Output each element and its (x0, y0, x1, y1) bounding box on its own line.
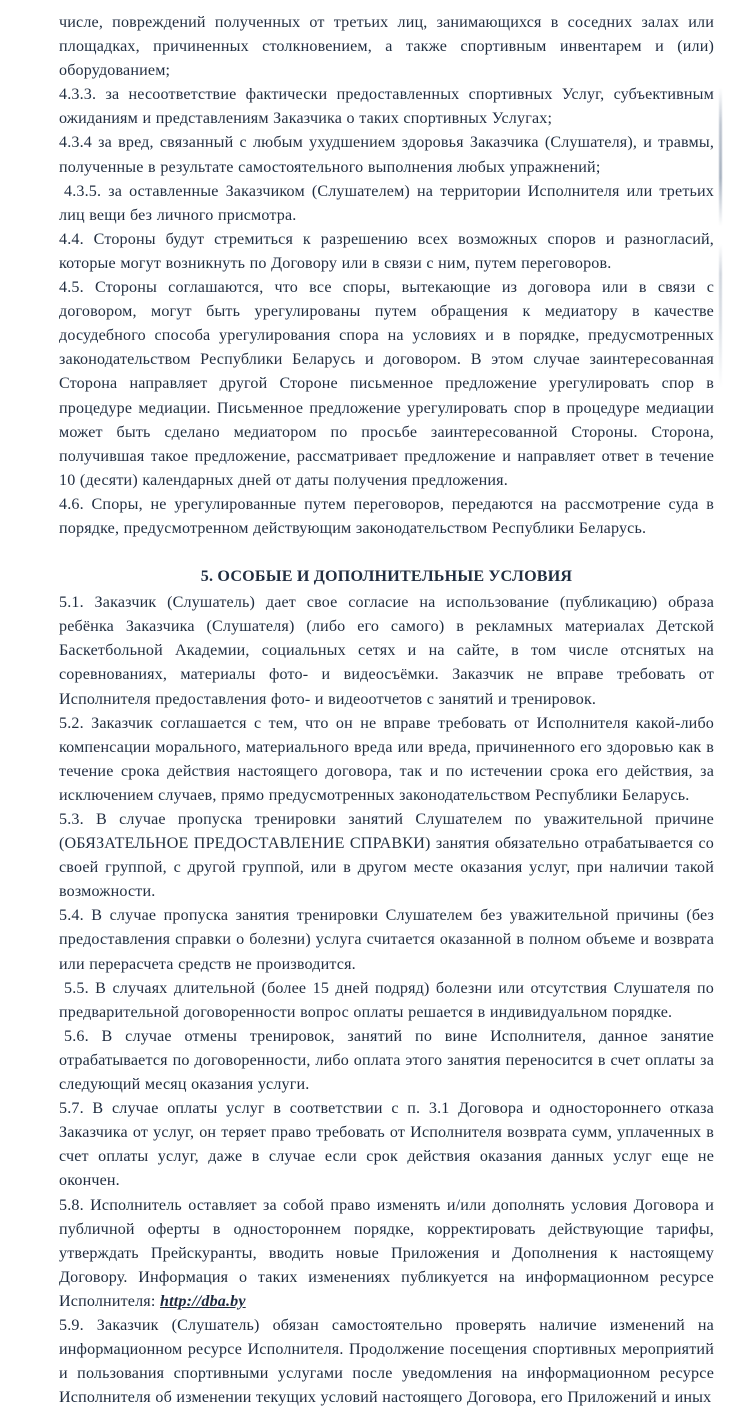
clause-5-9: 5.9. Заказчик (Слушатель) обязан самостоятельно проверять наличие изменений на информационном ресурсе Исполнителя. Продолжение посещения спортивных мероприятий и пользования спортивными услугами после уведомления на информационном ресурсе Исполнителя об изменении текущих условий настоящего Договора, его Приложений и иных (59, 1316, 714, 1407)
clause-4-3-5: 4.3.5. за оставленные Заказчиком (Слушателем) на территории Исполнителя или третьих лиц вещи без личного присмотра. (59, 182, 714, 224)
clause-4-4: 4.4. Стороны будут стремиться к разрешению всех возможных споров и разногласий, которые могут возникнуть по Договору или в связи с ним, путем переговоров. (59, 230, 714, 272)
clause-5-3: 5.3. В случае пропуска тренировки занятий Слушателем по уважительной причине (ОБЯЗАТЕЛЬНОЕ ПРЕДОСТАВЛЕНИЕ СПРАВКИ) занятия обязательно отрабатывается со своей группой, с другой группой, или в другом месте оказания услуг, при наличии такой возможности. (59, 811, 714, 901)
section-5-heading: 5. ОСОБЫЕ И ДОПОЛНИТЕЛЬНЫЕ УСЛОВИЯ (200, 568, 573, 586)
clause-5-1: 5.1. Заказчик (Слушатель) дает свое согласие на использование (публикацию) образа ребёнка Заказчика (Слушателя) (либо его самого) в рекламных материалах Детской Баскетбольной Академии, социальных сетях и на сайте, в том числе отснятых на соревнованиях, материалы фото- и видеосъёмки. Заказчик не вправе требовать от Исполнителя предоставления фото- и видеоотчетов с занятий и тренировок. (59, 594, 714, 708)
clause-5-4: 5.4. В случае пропуска занятия тренировки Слушателем без уважительной причины (без предоставления справки о болезни) услуга считается оказанной в полном объеме и возврата или перерасчета средств не производится. (59, 907, 714, 973)
heading-spacer-above (59, 541, 714, 565)
clause-5-7: 5.7. В случае оплаты услуг в соответствии с п. 3.1 Договора и одностороннего отказа Заказчика от услуг, он теряет право требовать от Исполнителя возврата сумм, уплаченных в счет оплаты услуг, даже в случае если срок действия оказания данных услуг еще не окончен. (59, 1100, 714, 1190)
clause-5-2: 5.2. Заказчик соглашается с тем, что он не вправе требовать от Исполнителя какой-либо компенсации морального, материального вреда или вреда, причиненного его здоровью как в течение срока действия настоящего договора, так и по истечении срока его действия, за исключением случаев, прямо предусмотренных законодательством Республики Беларусь. (59, 714, 714, 804)
clause-5-6: 5.6. В случае отмены тренировок, занятий по вине Исполнителя, данное занятие отрабатывается по договоренности, либо оплата этого занятия переносится в счет оплаты за следующий месяц оказания услуги. (59, 1027, 714, 1094)
clause-4-5: 4.5. Стороны соглашаются, что все споры, вытекающие из договора или в связи с договором, могут быть урегулированы путем обращения к медиатору в качестве досудебного способа урегулирования спора на условиях и в порядке, предусмотренных законодательством Республики Беларусь и договором. В этом случае заинтересованная Сторона направляет другой Стороне письменное предложение урегулировать спор в процедуре медиации. Письменное предложение урегулировать спор в процедуре медиации может быть сделано медиатором по просьбе заинтересованной Стороны. Сторона, получившая такое предложение, рассматривает предложение и направляет ответ в течение 10 (десяти) календарных дней от даты получения предложения. (59, 279, 714, 489)
scan-edge-artifact (719, 88, 722, 388)
clause-5-8-text: 5.8. Исполнитель оставляет за собой право изменять и/или дополнять условия Договора и публичной оферты в одностороннем порядке, корректировать действующие тарифы, утверждать Прейскуранты, вводить новые Приложения и Дополнения к настоящему Договору. Информация о таких изменениях публикуется на информационном ресурсе Исполнителя: (59, 1196, 714, 1310)
paragraph-continuation-4-3-2: числе, повреждений полученных от третьих лиц, занимающихся в соседних залах или площадках, причиненных столкновением, а также спортивным инвентарем и (или) оборудованием; (59, 14, 714, 80)
clause-5-5: 5.5. В случаях длительной (более 15 дней подряд) болезни или отсутствия Слушателя по предварительной договоренности вопрос оплаты решается в индивидуальном порядке. (59, 979, 714, 1021)
clause-5-8 (59, 1194, 714, 1314)
document-body-column (59, 11, 714, 1410)
clause-4-3-4: 4.3.4 за вред, связанный с любым ухудшением здоровья Заказчика (Слушателя), и травмы, полученные в результате самостоятельного выполнения любых упражнений; (59, 134, 714, 176)
clause-4-3-3: 4.3.3. за несоответствие фактически предоставленных спортивных Услуг, субъективным ожиданиям и представлениям Заказчика о таких спортивных Услугах; (59, 86, 714, 128)
clause-4-6: 4.6. Споры, не урегулированные путем переговоров, передаются на рассмотрение суда в порядке, предусмотренном действующим законодательством Республики Беларусь. (59, 495, 714, 537)
executor-website-link[interactable]: http://dba.by (160, 1292, 246, 1310)
